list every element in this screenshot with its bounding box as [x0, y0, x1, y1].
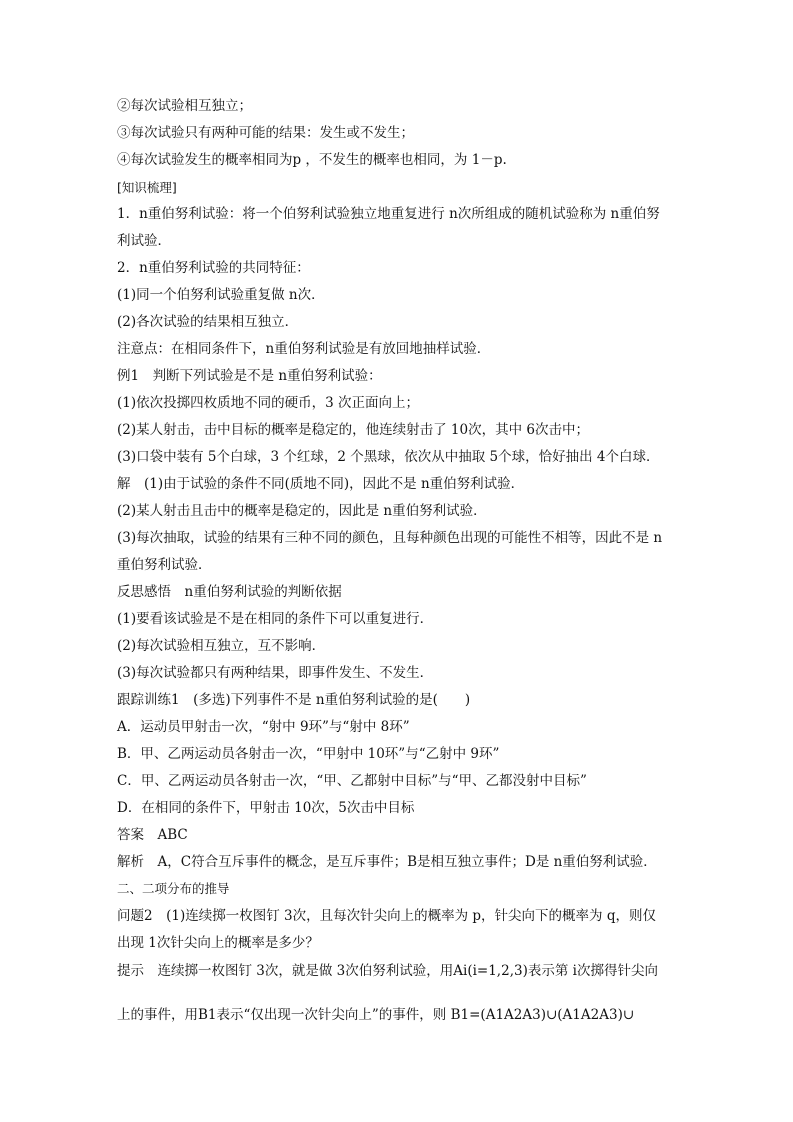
- text-line: (1)依次投掷四枚质地不同的硬币，3 次正面向上；: [117, 395, 420, 411]
- text-line: 出现 1次针尖向上的概率是多少？: [117, 935, 319, 951]
- text-line: (1)同一个伯努利试验重复做 n次．: [117, 287, 325, 303]
- text-line: (3)口袋中装有 5个白球，3 个红球，2 个黑球，依次从中抽取 5个球，恰好抽出 4个白球．: [117, 449, 660, 465]
- text-line: 利试验．: [117, 233, 171, 249]
- text-line: 重伯努利试验．: [117, 557, 212, 573]
- text-line: (2)每次试验相互独立，互不影响．: [117, 638, 326, 654]
- option-b: B．甲、乙两运动员各射击一次，“甲射中 10环”与“乙射中 9环”: [117, 746, 500, 762]
- text-line: ②每次试验相互独立；: [117, 98, 252, 114]
- text-line: ③每次试验只有两种可能的结果：发生或不发生；: [117, 125, 414, 141]
- option-d: D．在相同的条件下，甲射击 10次，5次击中目标: [117, 800, 415, 816]
- reflection-heading: 反思感悟 n重伯努利试验的判断依据: [117, 584, 342, 600]
- text-line: (2)各次试验的结果相互独立．: [117, 314, 299, 330]
- option-a: A．运动员甲射击一次，“射中 9环”与“射中 8环”: [117, 719, 410, 735]
- question-line: 问题2 (1)连续掷一枚图钉 3次，且每次针尖向上的概率为 p，针尖向下的概率为 q，则仅: [117, 908, 656, 924]
- example-heading: 例1 判断下列试验是不是 n重伯努利试验：: [117, 368, 382, 384]
- text-line: 解 (1)由于试验的条件不同(质地不同)，因此不是 n重伯努利试验．: [117, 476, 525, 492]
- section-heading: 二、二项分布的推导: [117, 881, 230, 896]
- text-line: 2．n重伯努利试验的共同特征：: [117, 260, 310, 276]
- section-heading: [知识梳理]: [117, 180, 177, 195]
- text-line: (2)某人射击且击中的概率是稳定的，因此是 n重伯努利试验．: [117, 503, 487, 519]
- hint-line: 提示 连续掷一枚图钉 3次，就是做 3次伯努利试验，用Ai(i=1,2,3)表示第 i次掷得针尖向: [117, 963, 658, 979]
- text-line: (2)某人射击，击中目标的概率是稳定的，他连续射击了 10次，其中 6次击中；: [117, 422, 589, 438]
- text-line: 注意点：在相同条件下，n重伯努利试验是有放回地抽样试验．: [117, 341, 491, 357]
- text-line: (1)要看该试验是不是在相同的条件下可以重复进行．: [117, 611, 434, 627]
- text-line: 上的事件，用B1表示“仅出现一次针尖向上”的事件，则 B1=(A1A2A3)∪(A1A2A3)∪: [117, 1007, 635, 1023]
- analysis-line: 解析 A，C符合互斥事件的概念，是互斥事件；B是相互独立事件；D是 n重伯努利试验．: [117, 854, 657, 870]
- text-line: (3)每次试验都只有两种结果，即事件发生、不发生．: [117, 665, 434, 681]
- answer-line: 答案 ABC: [117, 827, 188, 843]
- text-line: 1．n重伯努利试验：将一个伯努利试验独立地重复进行 n次所组成的随机试验称为 n重伯努: [117, 206, 660, 222]
- text-line: ④每次试验发生的概率相同为p ，不发生的概率也相同，为 1－p.: [117, 152, 507, 168]
- option-c: C．甲、乙两运动员各射击一次，“甲、乙都射中目标”与“甲、乙都没射中目标”: [117, 773, 587, 789]
- text-line: (3)每次抽取，试验的结果有三种不同的颜色，且每种颜色出现的可能性不相等，因此不是 n: [117, 530, 663, 546]
- exercise-heading: 跟踪训练1 (多选)下列事件不是 n重伯努利试验的是( ): [117, 692, 471, 708]
